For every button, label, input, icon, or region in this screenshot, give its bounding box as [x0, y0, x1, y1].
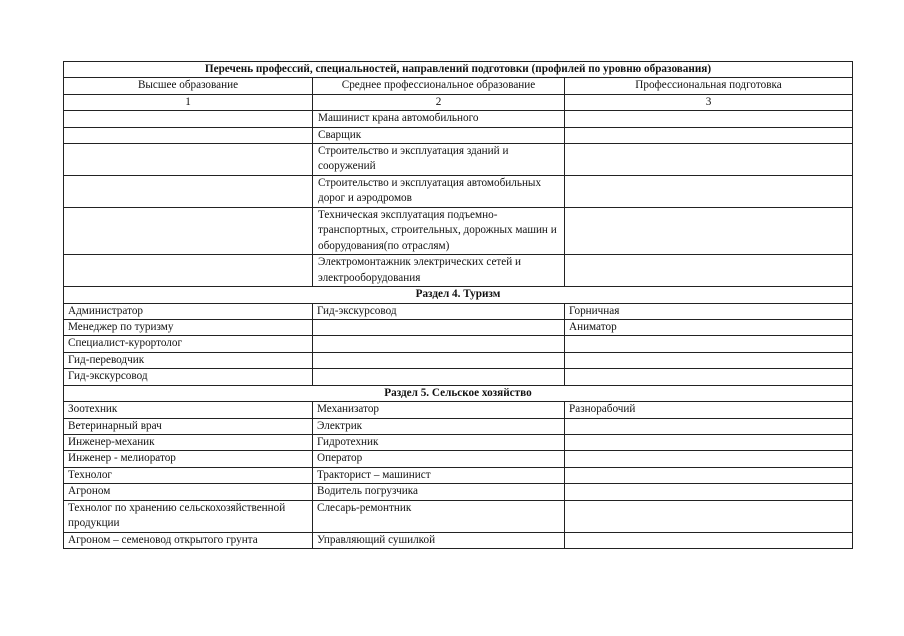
table-cell: Инженер - мелиоратор — [64, 451, 313, 467]
table-cell — [565, 484, 853, 500]
table-cell: Администратор — [64, 303, 313, 319]
table-cell — [565, 336, 853, 352]
table-cell: Строительство и эксплуатация автомобильных дорог и аэродромов — [313, 176, 565, 208]
table-cell: Электромонтажник электрических сетей и электрооборудования — [313, 255, 565, 287]
table-row — [64, 176, 853, 208]
section-title-agriculture: Раздел 5. Сельское хозяйство — [64, 385, 853, 401]
table-cell: Техническая эксплуатация подъемно-транспортных, строительных, дорожных машин и оборудования(по отраслям) — [313, 208, 565, 255]
table-cell: Оператор — [313, 451, 565, 467]
table-row — [64, 255, 853, 287]
table-cell — [565, 418, 853, 434]
table-cell — [565, 434, 853, 450]
table-cell: Управляющий сушилкой — [313, 532, 565, 548]
table-row — [64, 127, 853, 143]
table-cell: Водитель погрузчика — [313, 484, 565, 500]
table-row — [64, 336, 853, 352]
table-cell: Агроном – семеновод открытого грунта — [64, 532, 313, 548]
table-cell — [313, 336, 565, 352]
table-caption: Перечень профессий, специальностей, направлений подготовки (профилей по уровню образования) — [64, 62, 853, 78]
table-row — [64, 418, 853, 434]
table-cell — [64, 255, 313, 287]
table-cell: Зоотехник — [64, 402, 313, 418]
column-number-row — [64, 94, 853, 110]
table-row — [64, 111, 853, 127]
table-cell: Агроном — [64, 484, 313, 500]
table-row — [64, 467, 853, 483]
table-row — [64, 484, 853, 500]
table-cell — [313, 352, 565, 368]
table-cell: Электрик — [313, 418, 565, 434]
table-row — [64, 208, 853, 255]
column-number-3: 3 — [565, 94, 853, 110]
table-cell — [565, 352, 853, 368]
table-cell: Механизатор — [313, 402, 565, 418]
table-cell — [565, 500, 853, 532]
table-cell — [313, 320, 565, 336]
column-number-1: 1 — [64, 94, 313, 110]
table-cell: Технолог — [64, 467, 313, 483]
table-cell — [313, 369, 565, 385]
column-header-vocational-training: Профессиональная подготовка — [565, 78, 853, 94]
table-row — [64, 144, 853, 176]
section-title-tourism: Раздел 4. Туризм — [64, 287, 853, 303]
table-cell — [565, 176, 853, 208]
table-cell — [565, 451, 853, 467]
table-cell: Гидротехник — [313, 434, 565, 450]
table-row — [64, 434, 853, 450]
table-row — [64, 369, 853, 385]
table-row — [64, 402, 853, 418]
table-cell: Технолог по хранению сельскохозяйственной продукции — [64, 500, 313, 532]
table-cell: Строительство и эксплуатация зданий и сооружений — [313, 144, 565, 176]
table-cell — [565, 208, 853, 255]
table-row — [64, 352, 853, 368]
table-cell: Горничная — [565, 303, 853, 319]
table-cell — [565, 111, 853, 127]
table-cell: Гид-экскурсовод — [313, 303, 565, 319]
table-cell: Тракторист – машинист — [313, 467, 565, 483]
table-cell: Машинист крана автомобильного — [313, 111, 565, 127]
table-cell: Менеджер по туризму — [64, 320, 313, 336]
table-row — [64, 303, 853, 319]
column-header-secondary-vocational: Среднее профессиональное образование — [313, 78, 565, 94]
table-cell — [64, 176, 313, 208]
column-header-row — [64, 78, 853, 94]
table-cell: Инженер-механик — [64, 434, 313, 450]
table-row — [64, 532, 853, 548]
table-cell: Гид-переводчик — [64, 352, 313, 368]
table-cell — [64, 144, 313, 176]
professions-table — [63, 61, 853, 549]
table-cell: Специалист-курортолог — [64, 336, 313, 352]
table-cell — [565, 467, 853, 483]
table-cell: Гид-экскурсовод — [64, 369, 313, 385]
table-cell: Разнорабочий — [565, 402, 853, 418]
table-cell — [64, 127, 313, 143]
table-row — [64, 451, 853, 467]
table-cell: Слесарь-ремонтник — [313, 500, 565, 532]
section-heading-row — [64, 385, 853, 401]
table-cell: Сварщик — [313, 127, 565, 143]
table-cell — [565, 127, 853, 143]
table-cell: Аниматор — [565, 320, 853, 336]
table-cell — [565, 532, 853, 548]
column-number-2: 2 — [313, 94, 565, 110]
table-cell — [64, 111, 313, 127]
table-cell — [565, 255, 853, 287]
table-row — [64, 320, 853, 336]
table-cell — [64, 208, 313, 255]
table-cell: Ветеринарный врач — [64, 418, 313, 434]
table-cell — [565, 144, 853, 176]
table-row — [64, 500, 853, 532]
table-cell — [565, 369, 853, 385]
column-header-higher-education: Высшее образование — [64, 78, 313, 94]
section-heading-row — [64, 287, 853, 303]
